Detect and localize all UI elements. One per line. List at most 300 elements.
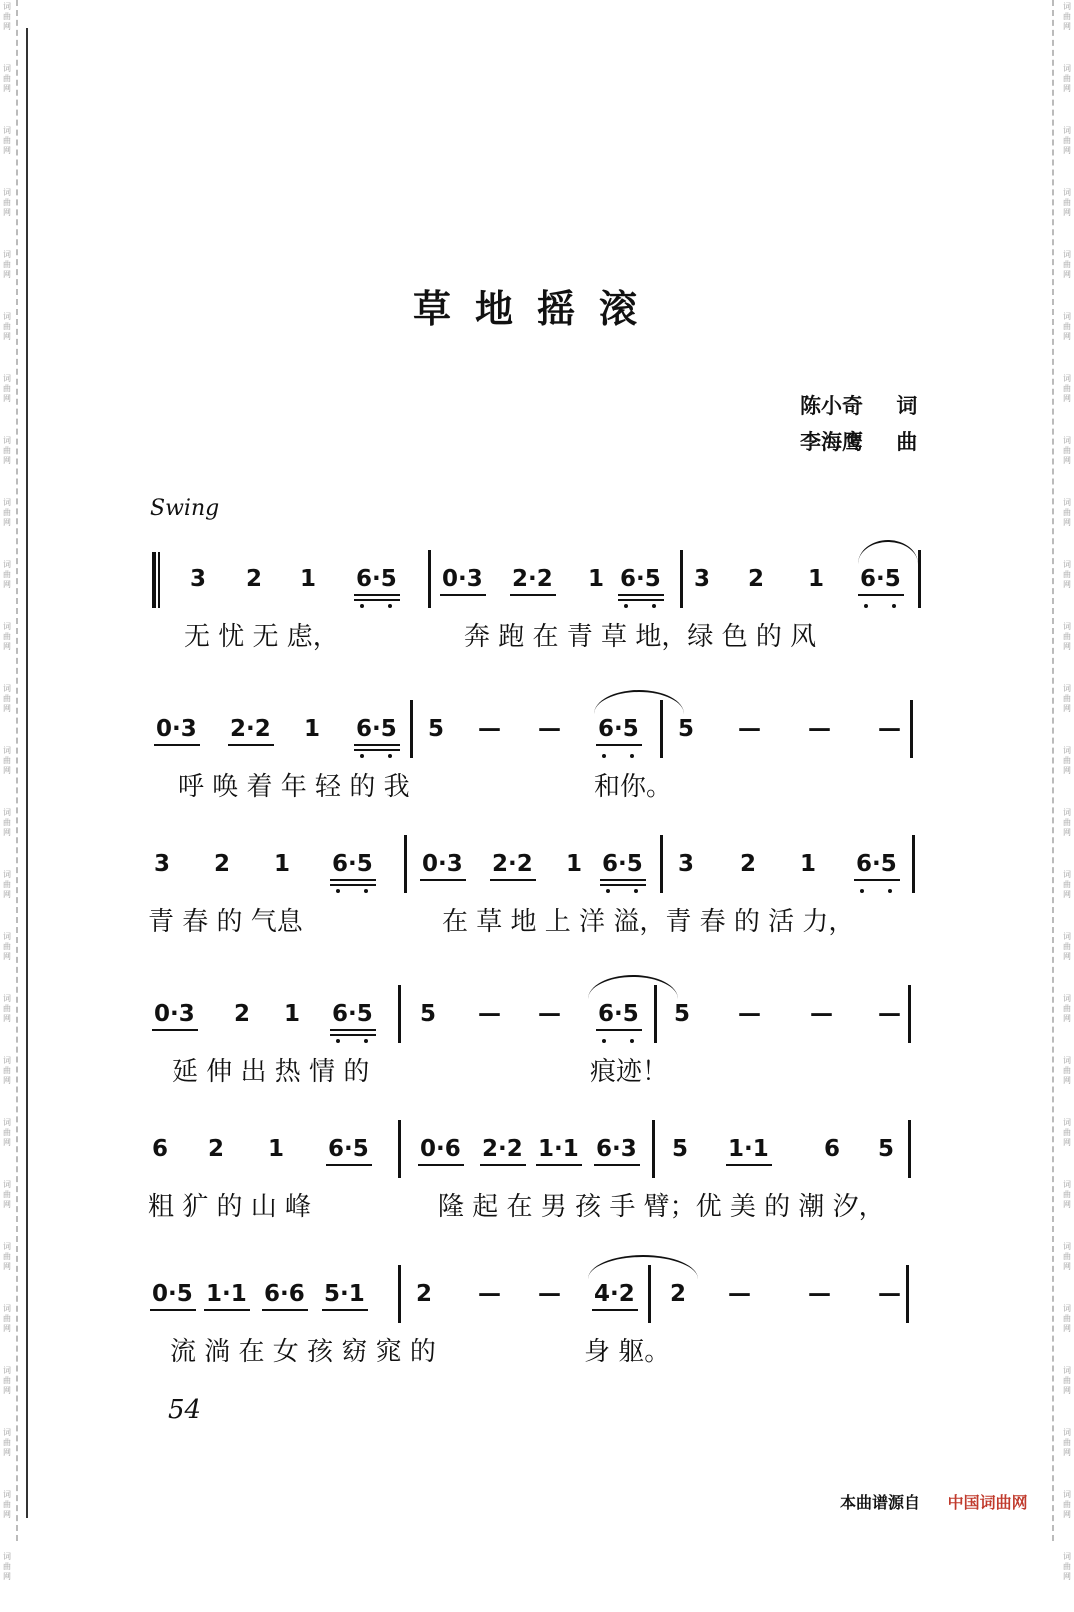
watermark-glyph: 词 (3, 684, 11, 693)
watermark-glyph-group (1060, 992, 1074, 1054)
beam-underline (440, 594, 486, 596)
beam-underline (326, 1164, 372, 1166)
watermark-glyph: 曲 (1063, 756, 1071, 765)
watermark-glyph: 曲 (1063, 1438, 1071, 1447)
note: 6·5 (620, 566, 661, 592)
note: 5 (878, 1136, 895, 1162)
octave-dot-below (336, 889, 340, 893)
watermark-glyph: 网 (1063, 1262, 1071, 1271)
song-title: 草地摇滚 (412, 286, 661, 331)
note: 5 (672, 1136, 689, 1162)
watermark-glyph: 曲 (1063, 322, 1071, 331)
note: 2 (740, 851, 757, 877)
watermark-glyph: 曲 (3, 198, 11, 207)
watermark-glyph: 网 (3, 270, 11, 279)
watermark-glyph: 网 (1063, 456, 1071, 465)
watermark-glyph: 网 (3, 456, 11, 465)
beam-underline (204, 1309, 250, 1311)
barline (404, 835, 407, 893)
note: 0·3 (156, 716, 197, 742)
octave-dot-below (388, 604, 392, 608)
beam-underline (262, 1309, 308, 1311)
watermark-glyph-group (1060, 1426, 1074, 1488)
watermark-glyph-group (0, 372, 14, 434)
watermark-glyph: 词 (1063, 1242, 1071, 1251)
beam-underline-double (330, 884, 376, 886)
watermark-glyph-group (0, 434, 14, 496)
lyrics-row (148, 610, 923, 660)
note: — (538, 1001, 561, 1027)
watermark-glyph: 曲 (1063, 1004, 1071, 1013)
watermark-glyph: 词 (3, 1428, 11, 1437)
beam-underline (592, 1309, 638, 1311)
note: 6·5 (356, 716, 397, 742)
barline (908, 1120, 911, 1178)
note: 6·5 (860, 566, 901, 592)
watermark-glyph: 曲 (1063, 1066, 1071, 1075)
watermark-glyph: 曲 (3, 1190, 11, 1199)
watermark-glyph: 网 (3, 208, 11, 217)
notes-row (148, 1265, 923, 1325)
barline (398, 985, 401, 1043)
watermark-glyph: 词 (1063, 622, 1071, 631)
note: 1 (268, 1136, 285, 1162)
octave-dot-below (634, 889, 638, 893)
note: 2·2 (492, 851, 533, 877)
beam-underline (152, 1029, 198, 1031)
watermark-glyph: 网 (1063, 828, 1071, 837)
watermark-glyph: 网 (3, 518, 11, 527)
octave-dot-below (888, 889, 892, 893)
watermark-glyph: 词 (1063, 126, 1071, 135)
note: 3 (678, 851, 695, 877)
score-system (148, 550, 923, 660)
watermark-glyph-group (0, 1488, 14, 1550)
note: 0·3 (154, 1001, 195, 1027)
notes-row (148, 1120, 923, 1180)
watermark-glyph: 词 (1063, 2, 1071, 11)
score-system (148, 1120, 923, 1230)
watermark-glyph: 曲 (1063, 508, 1071, 517)
watermark-glyph: 词 (3, 1242, 11, 1251)
watermark-glyph: 词 (1063, 684, 1071, 693)
watermark-glyph: 网 (3, 22, 11, 31)
watermark-glyph: 曲 (1063, 1562, 1071, 1571)
watermark-glyph-group (0, 1116, 14, 1178)
watermark-glyph: 网 (1063, 642, 1071, 651)
note: 2 (234, 1001, 251, 1027)
beam-underline-double (354, 599, 400, 601)
score-system (148, 835, 923, 945)
watermark-glyph-group (1060, 744, 1074, 806)
note: 6 (824, 1136, 841, 1162)
beam-underline (594, 1164, 640, 1166)
note: 2·2 (512, 566, 553, 592)
watermark-glyph: 词 (3, 1366, 11, 1375)
watermark-glyph: 曲 (3, 880, 11, 889)
beam-underline (150, 1309, 196, 1311)
watermark-glyph: 曲 (1063, 694, 1071, 703)
watermark-glyph: 词 (3, 64, 11, 73)
watermark-glyph: 网 (1063, 1200, 1071, 1209)
watermark-glyph: 网 (1063, 1448, 1071, 1457)
note: 2·2 (230, 716, 271, 742)
watermark-glyph: 曲 (1063, 198, 1071, 207)
tie-slur (588, 975, 678, 999)
notes-row (148, 700, 923, 760)
watermark-glyph-group (0, 868, 14, 930)
watermark-glyph: 网 (1063, 890, 1071, 899)
beam-underline (536, 1164, 582, 1166)
watermark-glyph: 词 (1063, 374, 1071, 383)
note: 1 (800, 851, 817, 877)
watermark-glyph: 词 (3, 808, 11, 817)
note: 6·5 (328, 1136, 369, 1162)
note: 2 (208, 1136, 225, 1162)
watermark-glyph-group (1060, 496, 1074, 558)
watermark-glyph: 词 (1063, 436, 1071, 445)
lyric-phrase: 和你。 (594, 772, 673, 802)
watermark-glyph: 词 (3, 932, 11, 941)
watermark-glyph-group (1060, 1178, 1074, 1240)
watermark-glyph: 词 (1063, 188, 1071, 197)
watermark-glyph: 词 (1063, 932, 1071, 941)
note: 4·2 (594, 1281, 635, 1307)
watermark-glyph: 词 (1063, 498, 1071, 507)
barline (428, 550, 431, 608)
note: — (878, 716, 901, 742)
watermark-glyph: 曲 (3, 1500, 11, 1509)
beam-underline (510, 594, 556, 596)
watermark-glyph-group (0, 930, 14, 992)
lyrics-row (148, 1325, 923, 1375)
watermark-glyph: 词 (3, 1118, 11, 1127)
watermark-glyph-group (1060, 1550, 1074, 1612)
watermark-glyph: 网 (1063, 1014, 1071, 1023)
watermark-glyph-group (1060, 1302, 1074, 1364)
watermark-glyph: 词 (3, 1490, 11, 1499)
lyric-phrase: 身 躯。 (584, 1337, 671, 1367)
watermark-glyph-group (0, 1426, 14, 1488)
lyrics-row (148, 1045, 923, 1095)
watermark-glyph: 词 (3, 2, 11, 11)
watermark-glyph: 网 (1063, 1076, 1071, 1085)
watermark-glyph: 网 (1063, 208, 1071, 217)
watermark-glyph: 曲 (1063, 1252, 1071, 1261)
barline (918, 550, 921, 608)
beam-underline (322, 1309, 368, 1311)
beam-underline (420, 879, 466, 881)
note: 6·5 (332, 851, 373, 877)
barline (912, 835, 915, 893)
watermark-glyph: 词 (3, 188, 11, 197)
watermark-glyph: 词 (1063, 1490, 1071, 1499)
watermark-glyph: 词 (3, 1180, 11, 1189)
barline (410, 700, 413, 758)
score-system (148, 700, 923, 810)
note: 6·6 (264, 1281, 305, 1307)
watermark-glyph: 曲 (3, 1562, 11, 1571)
note: 1 (300, 566, 317, 592)
watermark-glyph: 网 (3, 1386, 11, 1395)
watermark-glyph: 网 (1063, 394, 1071, 403)
note: 2 (416, 1281, 433, 1307)
composer-line (800, 424, 917, 460)
note: 1·1 (728, 1136, 769, 1162)
watermark-glyph: 网 (1063, 1386, 1071, 1395)
watermark-glyph: 词 (1063, 1056, 1071, 1065)
note: — (738, 716, 761, 742)
watermark-glyph: 曲 (3, 632, 11, 641)
right-watermark-strip (1060, 0, 1074, 1581)
octave-dot-below (360, 604, 364, 608)
watermark-glyph-group (0, 620, 14, 682)
watermark-glyph: 曲 (1063, 1500, 1071, 1509)
repeat-sign (152, 552, 156, 608)
beam-underline-double (618, 599, 664, 601)
watermark-glyph-group (0, 1364, 14, 1426)
watermark-glyph: 网 (3, 642, 11, 651)
note: — (478, 1281, 501, 1307)
note: — (810, 1001, 833, 1027)
note: — (808, 716, 831, 742)
watermark-glyph: 词 (3, 622, 11, 631)
watermark-glyph: 曲 (1063, 1376, 1071, 1385)
beam-underline-double (330, 1034, 376, 1036)
octave-dot-below (388, 754, 392, 758)
watermark-glyph: 词 (1063, 1428, 1071, 1437)
watermark-glyph: 曲 (3, 1314, 11, 1323)
watermark-glyph: 曲 (1063, 632, 1071, 641)
note: 2 (214, 851, 231, 877)
octave-dot-below (602, 1039, 606, 1043)
watermark-glyph: 曲 (3, 1438, 11, 1447)
watermark-glyph: 网 (3, 332, 11, 341)
octave-dot-below (360, 754, 364, 758)
note: 3 (154, 851, 171, 877)
watermark-glyph: 网 (3, 580, 11, 589)
beam-underline (490, 879, 536, 881)
score-system (148, 985, 923, 1095)
right-dashed-border (1052, 0, 1054, 1541)
beam-underline (354, 594, 400, 596)
watermark-glyph: 曲 (3, 260, 11, 269)
watermark-glyph-group (1060, 62, 1074, 124)
note: 1·1 (538, 1136, 579, 1162)
watermark-glyph: 曲 (3, 446, 11, 455)
beam-underline (858, 594, 904, 596)
watermark-glyph: 词 (1063, 312, 1071, 321)
barline (652, 1120, 655, 1178)
watermark-glyph: 词 (3, 498, 11, 507)
credits (800, 388, 917, 460)
footer-source-label: 本曲谱源自 (840, 1493, 921, 1512)
watermark-glyph: 曲 (3, 1376, 11, 1385)
watermark-glyph: 词 (1063, 250, 1071, 259)
watermark-glyph: 曲 (3, 1252, 11, 1261)
tempo-marking: Swing (150, 496, 220, 521)
watermark-glyph: 词 (3, 436, 11, 445)
lyricist-line (800, 388, 917, 424)
watermark-glyph: 曲 (1063, 1190, 1071, 1199)
watermark-glyph: 曲 (1063, 818, 1071, 827)
note: 6·5 (598, 1001, 639, 1027)
lyricist-name: 陈小奇 (800, 394, 863, 418)
watermark-glyph: 网 (3, 890, 11, 899)
watermark-glyph: 网 (3, 1138, 11, 1147)
watermark-glyph: 网 (3, 1448, 11, 1457)
lyric-phrase: 无 忧 无 虑， (184, 622, 339, 652)
note: 2 (246, 566, 263, 592)
barline (660, 835, 663, 893)
beam-underline (596, 744, 642, 746)
octave-dot-below (630, 1039, 634, 1043)
watermark-glyph: 曲 (3, 508, 11, 517)
score-system (148, 1265, 923, 1375)
watermark-glyph: 网 (3, 952, 11, 961)
notes-row (148, 985, 923, 1045)
watermark-glyph-group (1060, 682, 1074, 744)
watermark-glyph: 曲 (3, 570, 11, 579)
note: — (738, 1001, 761, 1027)
note: 0·3 (442, 566, 483, 592)
watermark-glyph: 网 (1063, 518, 1071, 527)
watermark-glyph: 词 (3, 1304, 11, 1313)
notes-row (148, 550, 923, 610)
watermark-glyph-group (1060, 930, 1074, 992)
note: — (878, 1281, 901, 1307)
watermark-glyph: 曲 (3, 384, 11, 393)
footer-site-link[interactable]: 中国词曲网 (947, 1493, 1028, 1512)
barline (910, 700, 913, 758)
note: 3 (694, 566, 711, 592)
octave-dot-below (630, 754, 634, 758)
watermark-glyph: 网 (3, 1510, 11, 1519)
barline (398, 1265, 401, 1323)
watermark-glyph-group (0, 992, 14, 1054)
watermark-glyph: 词 (3, 1552, 11, 1561)
barline (908, 985, 911, 1043)
lyricist-role: 词 (896, 394, 918, 418)
note: — (478, 1001, 501, 1027)
lyrics-row (148, 760, 923, 810)
repeat-sign-thin (158, 552, 160, 608)
watermark-glyph: 词 (3, 374, 11, 383)
watermark-glyph-group (1060, 558, 1074, 620)
composer-name: 李海鹰 (800, 430, 863, 454)
beam-underline-double (600, 884, 646, 886)
watermark-glyph: 词 (3, 870, 11, 879)
left-watermark-strip (0, 0, 14, 1581)
watermark-glyph-group (0, 1178, 14, 1240)
note: 6·5 (332, 1001, 373, 1027)
beam-underline (330, 1029, 376, 1031)
lyric-phrase: 延 伸 出 热 情 的 (172, 1057, 370, 1087)
watermark-glyph: 网 (1063, 704, 1071, 713)
beam-underline (854, 879, 900, 881)
left-dashed-border (16, 0, 18, 1541)
watermark-glyph: 网 (1063, 1572, 1071, 1581)
note: 5 (678, 716, 695, 742)
watermark-glyph-group (0, 682, 14, 744)
watermark-glyph-group (1060, 1054, 1074, 1116)
lyric-phrase: 在 草 地 上 洋 溢，青 春 的 活 力， (442, 907, 855, 937)
page-number: 54 (168, 1395, 202, 1425)
note: — (808, 1281, 831, 1307)
note: 5 (674, 1001, 691, 1027)
octave-dot-below (364, 1039, 368, 1043)
note: — (538, 1281, 561, 1307)
watermark-glyph: 词 (3, 560, 11, 569)
watermark-glyph: 词 (3, 1056, 11, 1065)
watermark-glyph: 网 (3, 146, 11, 155)
beam-underline (596, 1029, 642, 1031)
lyric-phrase: 奔 跑 在 青 草 地，绿 色 的 风 (464, 622, 817, 652)
note: 3 (190, 566, 207, 592)
octave-dot-below (864, 604, 868, 608)
note: 0·5 (152, 1281, 193, 1307)
watermark-glyph: 网 (3, 1572, 11, 1581)
watermark-glyph: 网 (1063, 1510, 1071, 1519)
beam-underline (618, 594, 664, 596)
note: 6·3 (596, 1136, 637, 1162)
octave-dot-below (652, 604, 656, 608)
beam-underline (154, 744, 200, 746)
watermark-glyph: 网 (3, 394, 11, 403)
note: 5 (428, 716, 445, 742)
notes-row (148, 835, 923, 895)
note: 6 (152, 1136, 169, 1162)
lyric-phrase: 呼 唤 着 年 轻 的 我 (178, 772, 410, 802)
watermark-glyph: 词 (1063, 994, 1071, 1003)
watermark-glyph-group (0, 496, 14, 558)
note: — (538, 716, 561, 742)
note: 1·1 (206, 1281, 247, 1307)
watermark-glyph: 曲 (3, 136, 11, 145)
watermark-glyph: 曲 (1063, 1128, 1071, 1137)
watermark-glyph: 网 (1063, 332, 1071, 341)
lyric-phrase: 青 春 的 气息 (148, 907, 303, 937)
watermark-glyph-group (1060, 434, 1074, 496)
watermark-glyph-group (1060, 868, 1074, 930)
footer (840, 1490, 1028, 1513)
octave-dot-below (892, 604, 896, 608)
note: 1 (808, 566, 825, 592)
watermark-glyph: 词 (1063, 808, 1071, 817)
octave-dot-below (606, 889, 610, 893)
watermark-glyph-group (1060, 1364, 1074, 1426)
watermark-glyph: 曲 (3, 818, 11, 827)
watermark-glyph: 曲 (3, 1004, 11, 1013)
watermark-glyph: 曲 (3, 1066, 11, 1075)
octave-dot-below (336, 1039, 340, 1043)
watermark-glyph-group (0, 186, 14, 248)
watermark-glyph: 曲 (1063, 384, 1071, 393)
note: — (478, 716, 501, 742)
watermark-glyph: 网 (1063, 270, 1071, 279)
watermark-glyph-group (1060, 1240, 1074, 1302)
watermark-glyph: 词 (3, 746, 11, 755)
watermark-glyph: 网 (3, 1200, 11, 1209)
watermark-glyph: 网 (1063, 84, 1071, 93)
note: 1 (588, 566, 605, 592)
watermark-glyph: 词 (1063, 1180, 1071, 1189)
octave-dot-below (602, 754, 606, 758)
watermark-glyph-group (0, 558, 14, 620)
note: 6·5 (598, 716, 639, 742)
watermark-glyph: 词 (1063, 64, 1071, 73)
watermark-glyph: 词 (3, 312, 11, 321)
